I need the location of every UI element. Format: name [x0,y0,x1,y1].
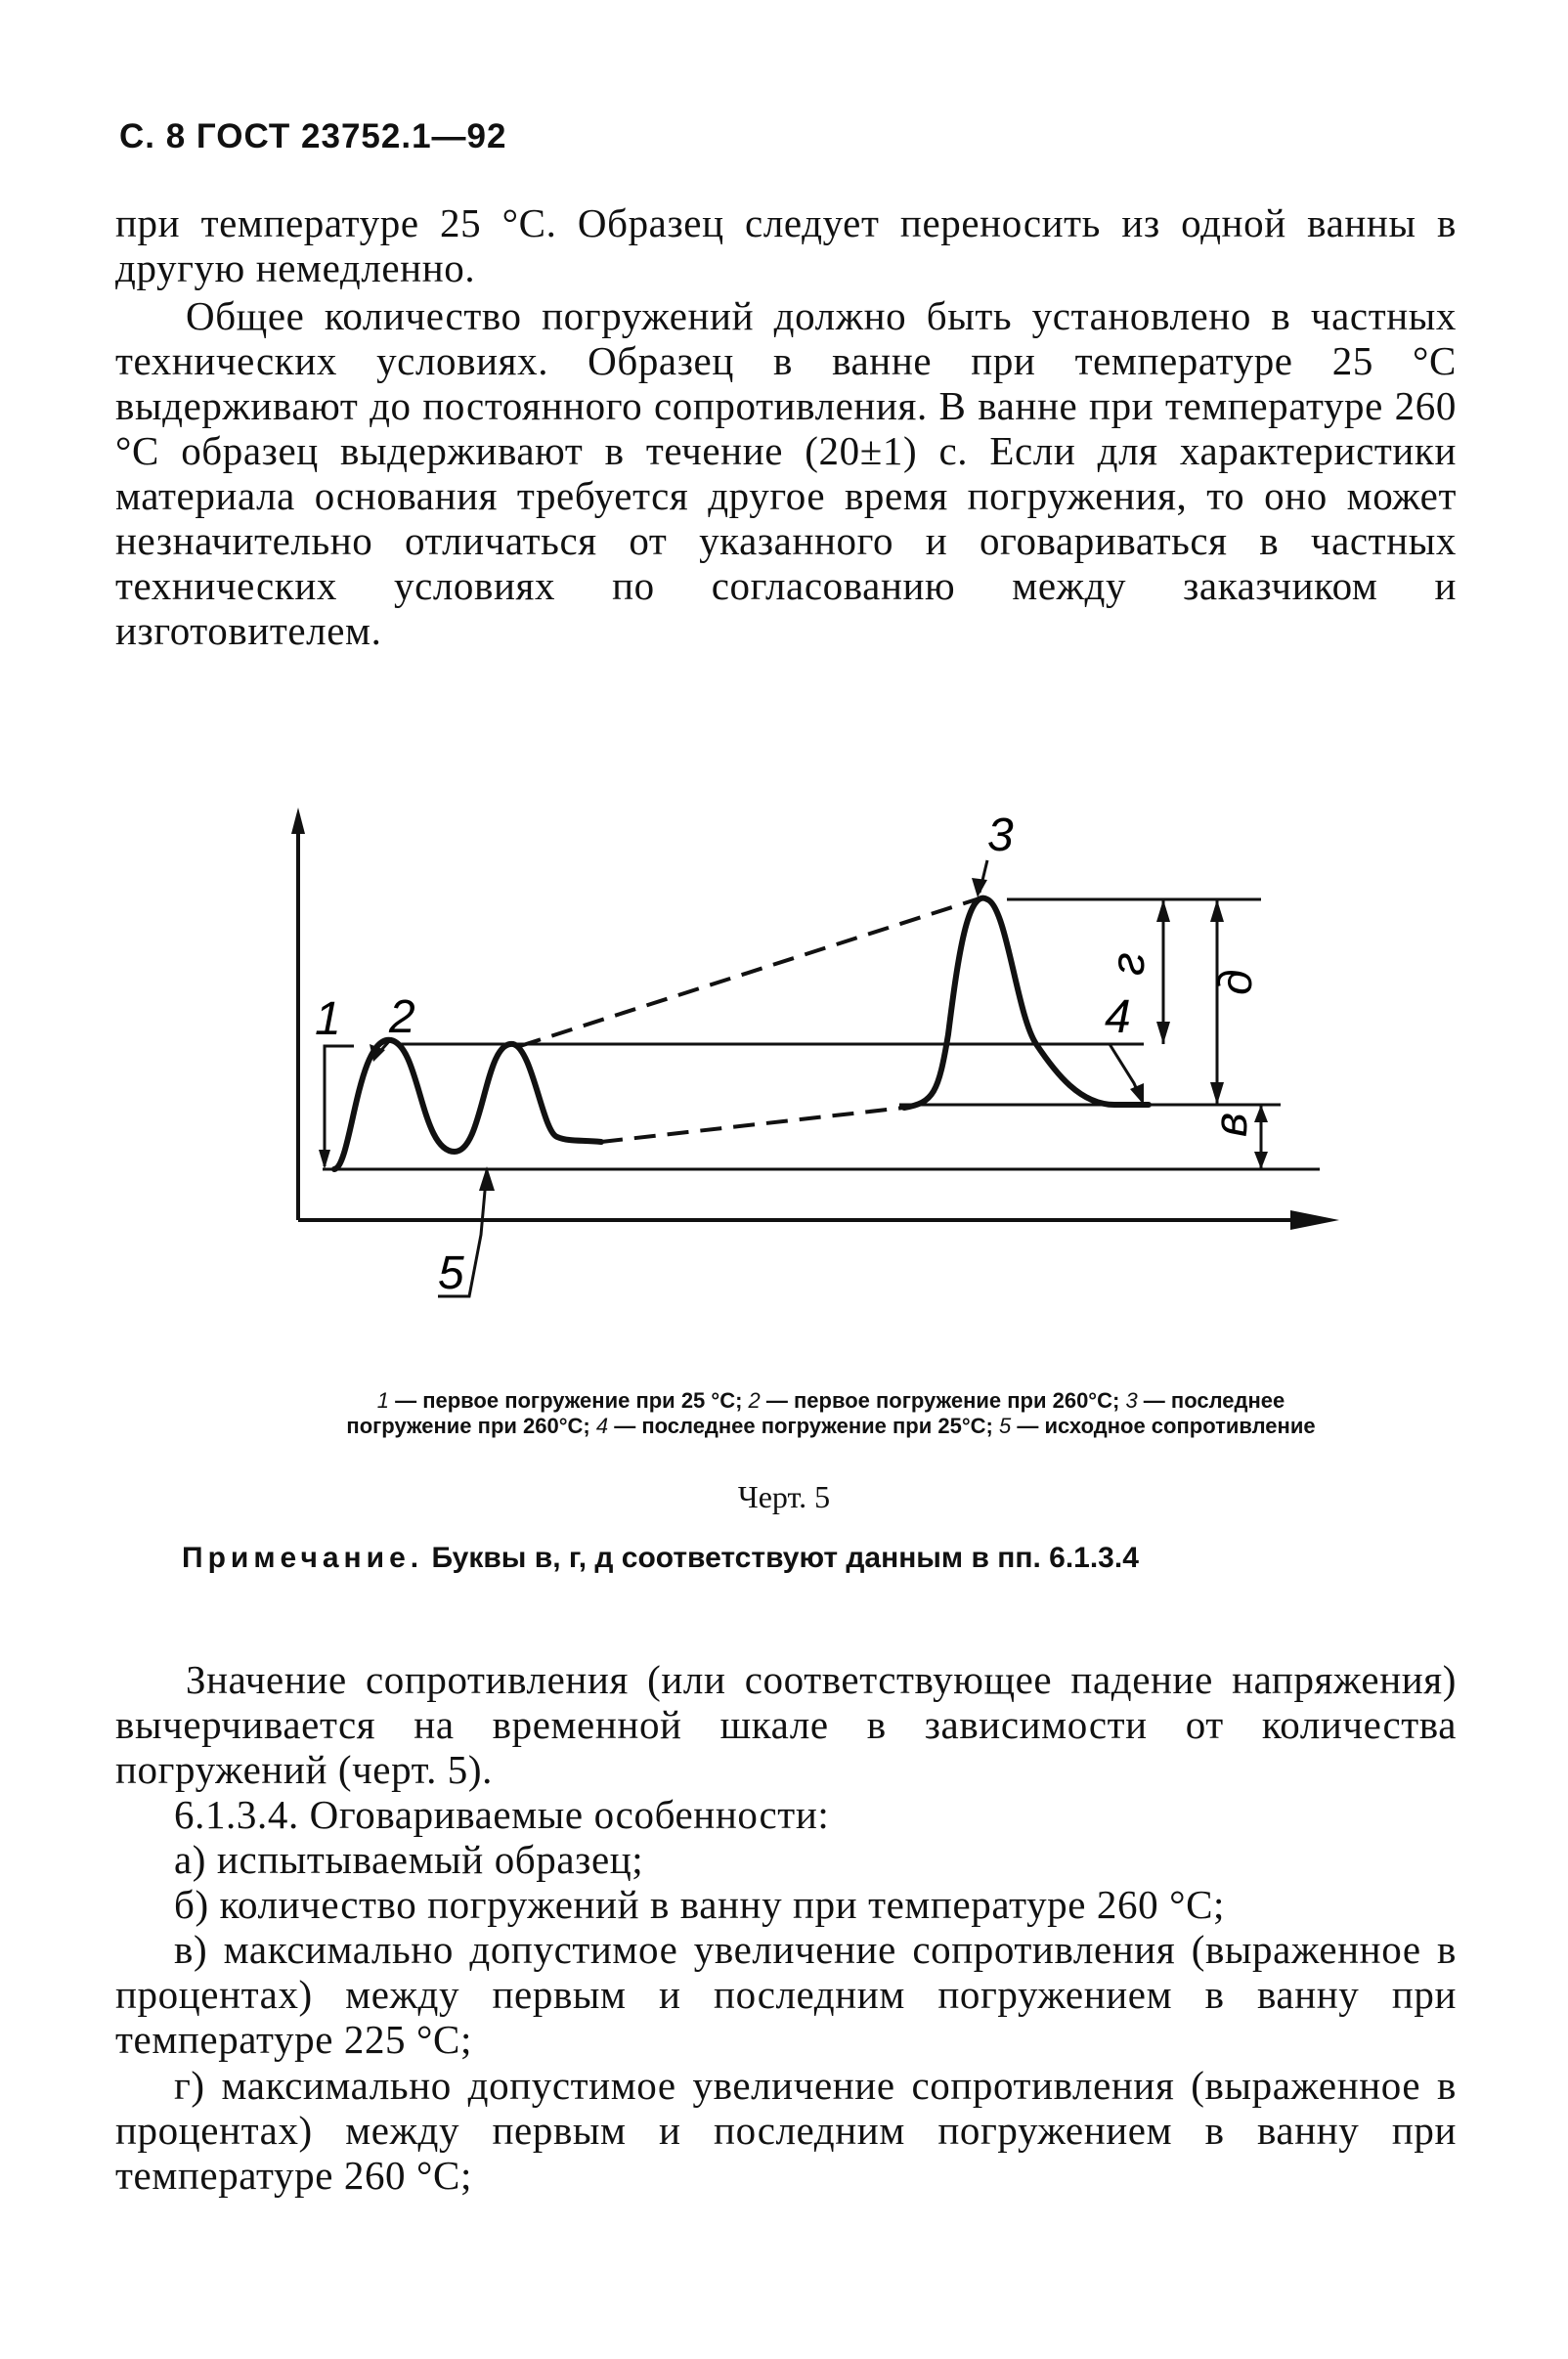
resistance-diagram [264,790,1359,1318]
label-4: 4 [1105,991,1131,1043]
label-2: 2 [389,991,415,1043]
page-header: С. 8 ГОСТ 23752.1—92 [119,117,507,155]
list-item-g: г) максимально допустимое увеличение сопротивления (выраженное в процентах) между первым и последним погружением в ванну при температуре 260 °С; [115,2063,1457,2198]
label-d: д [1210,969,1262,995]
note-text: Буквы в, г, д соответствуют данным в пп. 6.1.3.4 [423,1542,1139,1574]
legend-text-3: — последнее погружение при 260°С; [346,1388,1285,1438]
list-item-a: а) испытываемый образец; [174,1837,644,1882]
legend-num-5: 5 [998,1414,1012,1438]
label-5: 5 [438,1247,464,1299]
legend-text-4: — последнее погружение при 25°С; [608,1414,999,1438]
note [182,1542,1139,1575]
list-head: 6.1.3.4. Оговариваемые особенности: [174,1792,830,1837]
label-v: в [1205,1112,1257,1137]
dashed-lower-line [601,1108,904,1142]
leader-1 [325,1046,354,1166]
label-g: г [1103,952,1154,976]
legend-num-1: 1 [376,1388,389,1413]
resistance-curve [334,898,1149,1169]
legend-text-2: — первое погружение при 260°С; [760,1388,1126,1413]
list-item-b: б) количество погружений в ванну при температуре 260 °С; [174,1882,1226,1927]
paragraph-3: Значение сопротивления (или соответствующее падение напряжения) вычерчивается на временной шкале в зависимости от количества погружений (черт. 5). [115,1657,1457,1792]
y-axis-arrow [291,808,305,834]
list-item-v: в) максимально допустимое увеличение сопротивления (выраженное в процентах) между первым и последним погружением в ванну при температуре 225 °С; [115,1927,1457,2062]
x-axis-arrow [1290,1210,1339,1230]
paragraph-1: при температуре 25 °С. Образец следует переносить из одной ванны в другую немедленно. [115,200,1457,290]
legend-text-1: — первое погружение при 25 °С; [389,1388,749,1413]
figure-legend [342,1388,1320,1439]
figure-caption: Черт. 5 [737,1479,831,1514]
note-label: Примечание. [182,1542,424,1574]
legend-num-4: 4 [595,1414,609,1438]
legend-num-2: 2 [748,1388,761,1413]
paragraph-2: Общее количество погружений должно быть установлено в частных технических условиях. Образец в ванне при температуре 25 °С выдерживают до постоянного сопротивления. В ванне при температуре 260 °С образец выдерживают в течение (20±1) с. Если для характеристики материала основания требуется другое время погружения, то оно может незначительно отличаться от указанного и оговариваться в частных технических условиях по согласованию между заказчиком и изготовителем. [115,293,1457,653]
legend-text-5: — исходное сопротивление [1011,1414,1316,1438]
label-1: 1 [315,993,341,1045]
dashed-upper-line [520,897,982,1046]
legend-num-3: 3 [1125,1388,1138,1413]
label-3: 3 [987,809,1014,861]
